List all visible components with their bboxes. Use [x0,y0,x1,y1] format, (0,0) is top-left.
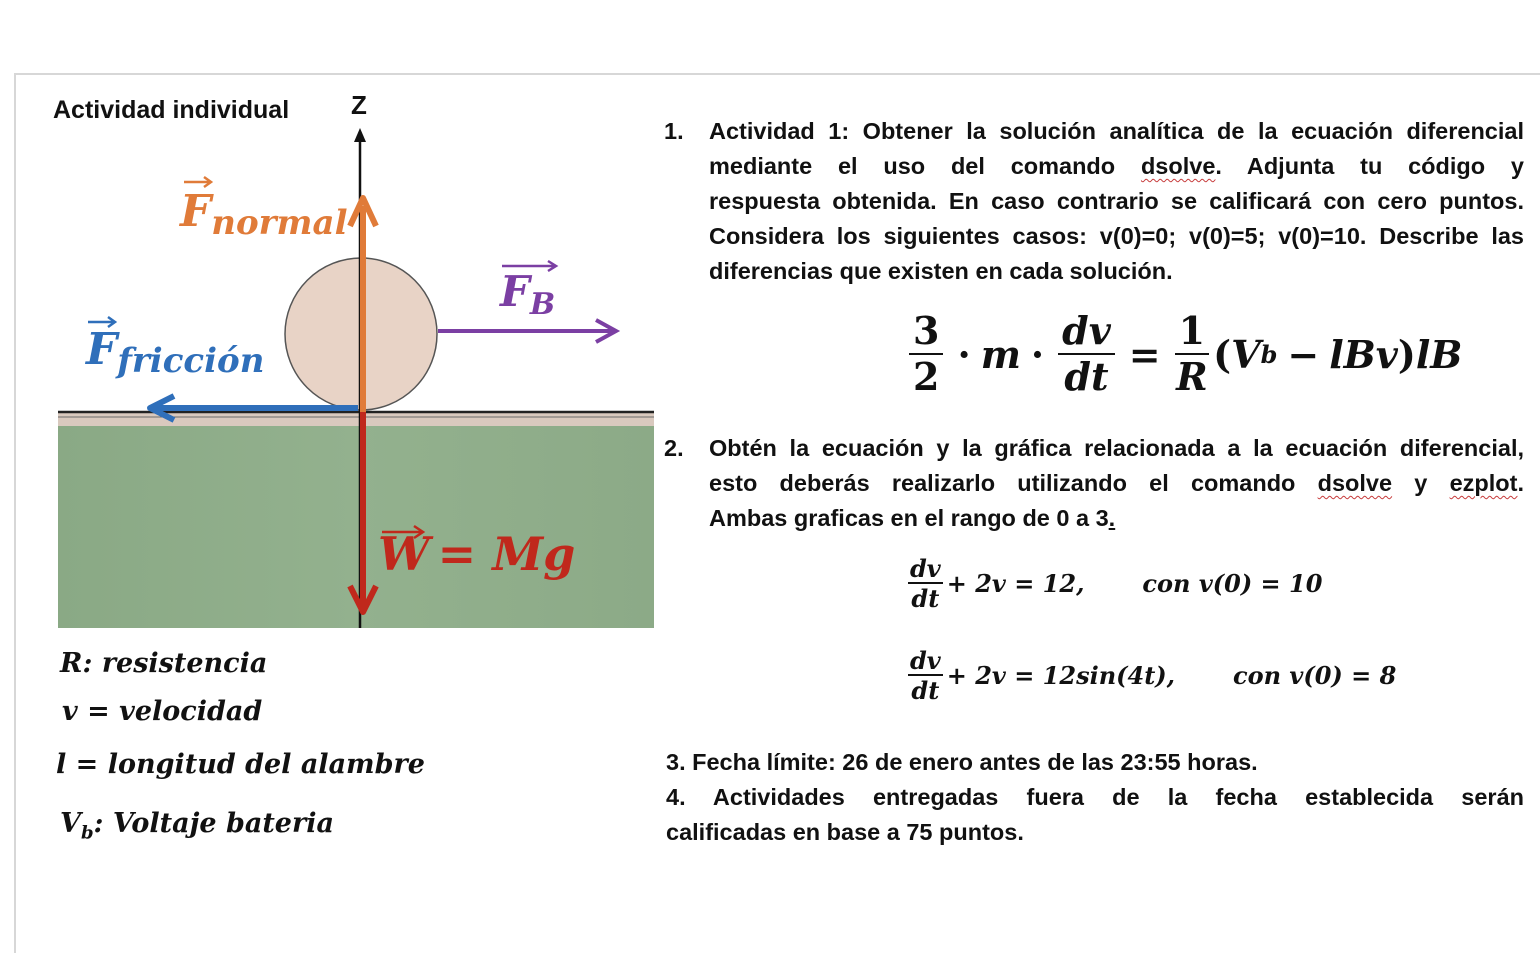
item-number: 2. [664,435,684,461]
friction-force-label: Ffricción [86,324,265,381]
item-line: respuesta obtenida. En caso contrario se calificará con cero puntos. [709,188,1524,214]
fraction-dv-dt: $\frac{dv}{dt}$ [910,646,941,706]
item-text [709,114,1524,289]
dsolve-command: dsolve [1317,470,1393,496]
equation-a: $\frac{dv}{dt}$ + 2v = 12, con v(0) = 10 [910,554,1323,614]
task-item-3: 3. Fecha límite: 26 de enero antes de las 23:55 horas. [666,749,1258,775]
item-line: Obtén la ecuación y la gráfica relacionada a la ecuación diferencial, [709,435,1524,461]
free-body-diagram [40,84,670,644]
def-velocity: v = velocidad [62,696,263,727]
equation-b: $\frac{dv}{dt}$ + 2v = 12sin(4t), con v(0) = 8 [910,646,1397,706]
def-battery-voltage: $V_b$: Voltaje bateria [60,808,334,844]
ezplot-command: ezplot [1449,470,1518,496]
z-axis-label: Z [351,90,367,120]
fraction-dv-dt: $\frac{dv}{dt}$ [1058,311,1115,397]
item-line: diferencias que existen en cada solución. [709,258,1173,284]
def-wire-length: l = longitud del alambre [56,749,425,780]
fraction-dv-dt: $\frac{dv}{dt}$ [910,554,941,614]
fraction-3-2: $\frac{3}{2}$ [909,311,943,397]
item-text [709,431,1524,536]
ground-surface [58,412,654,426]
fraction-1-r: $\frac{1}{R}$ [1176,308,1208,399]
task-item-4-line-2: calificadas en base a 75 puntos. [666,819,1024,845]
item-line: esto deberás realizarlo utilizando el comando dsolve y ezplot. [709,470,1524,496]
top-margin [0,0,1540,74]
weight-force-label: W = Mg [378,527,576,581]
task-item-4-line-1: 4. Actividades entregadas fuera de la fecha establecida serán [666,784,1524,810]
item-number: 1. [664,118,684,144]
def-resistance: R: resistencia [60,648,268,679]
z-axis-arrowhead [354,128,366,142]
fb-force-label: FB [500,267,556,322]
normal-force-label: Fnormal [180,186,348,243]
item-line: Considera los siguientes casos: v(0)=0; v(0)=5; v(0)=10. Describe las [709,223,1524,249]
item-line: Ambas graficas en el rango de 0 a 3. [709,505,1116,531]
item-line: mediante el uso del comando dsolve. Adjunta tu código y [709,153,1524,179]
main-differential-equation: $\frac{3}{2}$ · m · $\frac{dv}{dt}$ = $\frac{1}{R}$ ( V b − lBv ) lB [905,306,1462,402]
dsolve-command: dsolve [1140,153,1216,179]
item-line: Actividad 1: Obtener la solución analítica de la ecuación diferencial [709,118,1524,144]
activity-title: Actividad individual [53,96,290,124]
